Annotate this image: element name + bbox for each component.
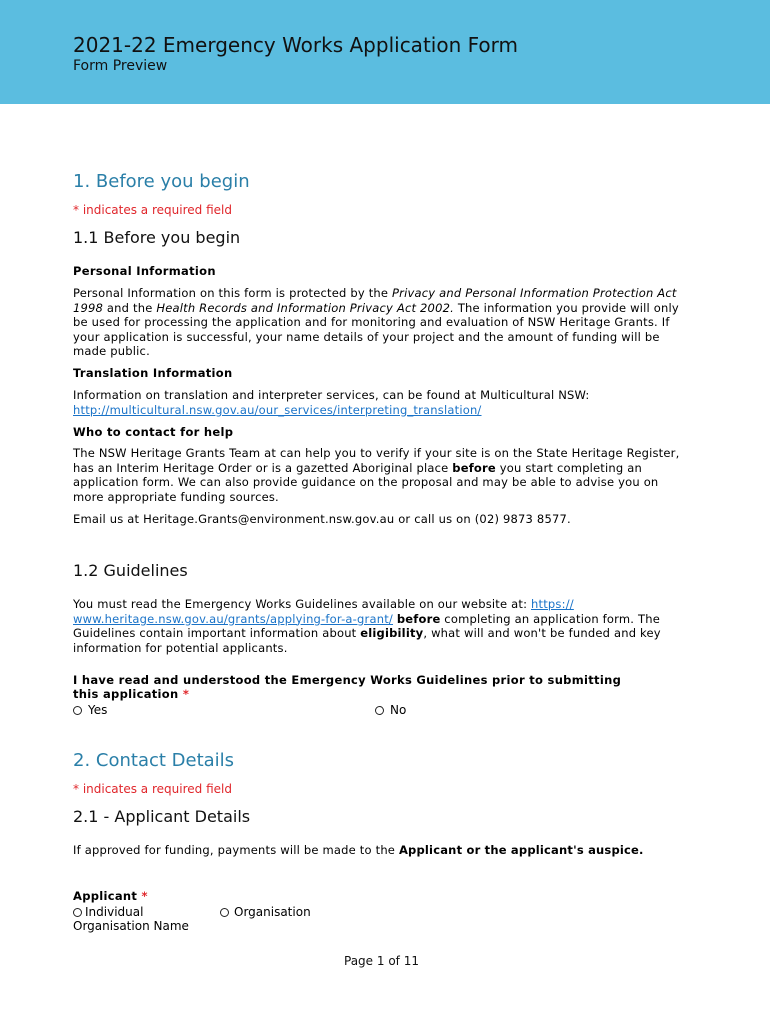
option-label: Yes (88, 703, 108, 717)
applicant-organisation-option[interactable] (220, 905, 311, 919)
translation-info-label: Translation Information (73, 366, 233, 380)
contact-help-paragraph: The NSW Heritage Grants Team at can help you to verify if your site is on the State Heritage Register, has an Interim Heritage Order or is a gazetted Aboriginal place before you start completing an application form. We can also provide guidance on the proposal and may be able to advise you on more appropriate funding sources. (73, 446, 680, 504)
personal-info-paragraph: Personal Information on this form is protected by the Privacy and Personal Information Protection Act 1998 and the Health Records and Information Privacy Act 2002. The information you provide will only be used for processing the application and for monitoring and evaluation of NSW Heritage Grants. If your application is successful, your name details of your project and the amount of funding will be made public. (73, 286, 679, 359)
option-label: Individual (85, 905, 144, 919)
option-label: Organisation (234, 905, 311, 919)
page-number: Page 1 of 11 (344, 954, 419, 968)
required-field-note: * indicates a required field (73, 203, 232, 217)
section-2-heading: 2. Contact Details (73, 750, 235, 771)
personal-info-label: Personal Information (73, 264, 216, 278)
form-title: 2021-22 Emergency Works Application Form (73, 33, 518, 57)
radio-icon[interactable] (73, 706, 82, 715)
guidelines-paragraph: You must read the Emergency Works Guidelines available on our website at: https:// www.heritage.nsw.gov.au/grants/applying-for-a-grant/ before completing an application form. The Guidelines contain important information about eligibility, what will and won't be funded and key information for potential applicants. (73, 597, 661, 655)
guidelines-question-line2: this application * (73, 687, 190, 701)
translation-info-paragraph: Information on translation and interpreter services, can be found at Multicultural NSW: http://multicultural.nsw.gov.au/our_services/interpreting_translation/ (73, 388, 590, 417)
subsection-1-2-heading: 1.2 Guidelines (73, 561, 188, 580)
radio-icon[interactable] (220, 908, 229, 917)
subsection-1-1-heading: 1.1 Before you begin (73, 228, 241, 247)
guidelines-yes-option[interactable] (73, 703, 107, 717)
contact-help-label: Who to contact for help (73, 425, 234, 439)
applicant-individual-option[interactable] (73, 905, 143, 919)
funding-paragraph: If approved for funding, payments will be made to the Applicant or the applicant's auspice. (73, 843, 644, 857)
guidelines-link[interactable]: https:// www.heritage.nsw.gov.au/grants/applying-for-a-grant/ (73, 597, 574, 626)
radio-icon[interactable] (73, 908, 82, 917)
organisation-name-label: Organisation Name (73, 919, 189, 933)
option-label: No (390, 703, 407, 717)
form-header (0, 0, 770, 104)
required-star: * (182, 687, 190, 701)
required-star: * (141, 889, 148, 903)
guidelines-no-option[interactable] (375, 703, 406, 717)
guidelines-question-line1: I have read and understood the Emergency Works Guidelines prior to submitting (73, 673, 622, 687)
radio-icon[interactable] (375, 706, 384, 715)
subsection-2-1-heading: 2.1 - Applicant Details (73, 807, 251, 826)
applicant-label: Applicant * (73, 889, 148, 903)
required-field-note: * indicates a required field (73, 782, 232, 796)
section-1-heading: 1. Before you begin (73, 171, 250, 192)
contact-email-text: Email us at Heritage.Grants@environment.nsw.gov.au or call us on (02) 9873 8577. (73, 512, 571, 526)
form-subtitle: Form Preview (73, 58, 168, 74)
translation-link[interactable]: http://multicultural.nsw.gov.au/our_services/interpreting_translation/ (73, 402, 482, 417)
